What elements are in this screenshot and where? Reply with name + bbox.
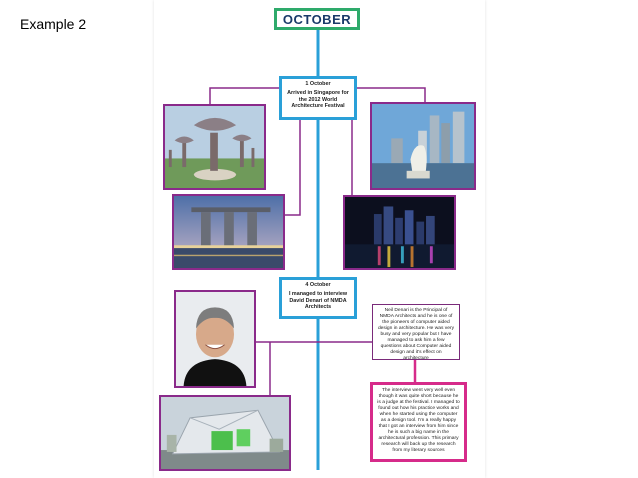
event-1-date: 1 October — [305, 81, 331, 87]
note-1-text: Neil Denari is the Principal of NMDA Architects and he is one of the pioneers of computer aided design in architecture. He was very busy and very popular but I have managed to ask him a few questions about Computer aided design and it's effect on architecture — [377, 308, 455, 361]
photo-marina-bay-sands — [172, 194, 285, 270]
connector-supertrees — [210, 88, 280, 104]
slide-label: Example 2 — [20, 16, 87, 32]
photo-supertree-grove — [163, 104, 266, 190]
note-nmda-background — [372, 304, 460, 360]
photo-merlion-skyline — [370, 102, 476, 190]
event-2-text: I managed to interview David Denari of NMDA Architects — [288, 291, 348, 311]
connector-merlion — [356, 88, 425, 102]
event-1-text: Arrived in Singapore for the 2012 World Architecture Festival — [287, 90, 349, 110]
event-box-1 — [279, 76, 357, 120]
photo-night-skyline — [343, 195, 456, 270]
photo-interviewee-portrait — [174, 290, 256, 388]
timeline-title: OCTOBER — [274, 8, 360, 30]
event-2-date: 4 October — [305, 282, 331, 288]
event-box-2 — [279, 277, 357, 319]
photo-modern-building — [159, 395, 291, 471]
note-interview-summary — [370, 382, 467, 462]
connector-marina-bay — [285, 118, 300, 215]
note-2-text: The interview went very well even though it was quite short because he is a judge at the festival. I managed to found out how his practice works and when he started using the computer as a design tool. I'm a really happy that I got an interview from him since he is such a big name in the architectural profession. This primary research will back up the research from my literary sources — [377, 388, 460, 453]
